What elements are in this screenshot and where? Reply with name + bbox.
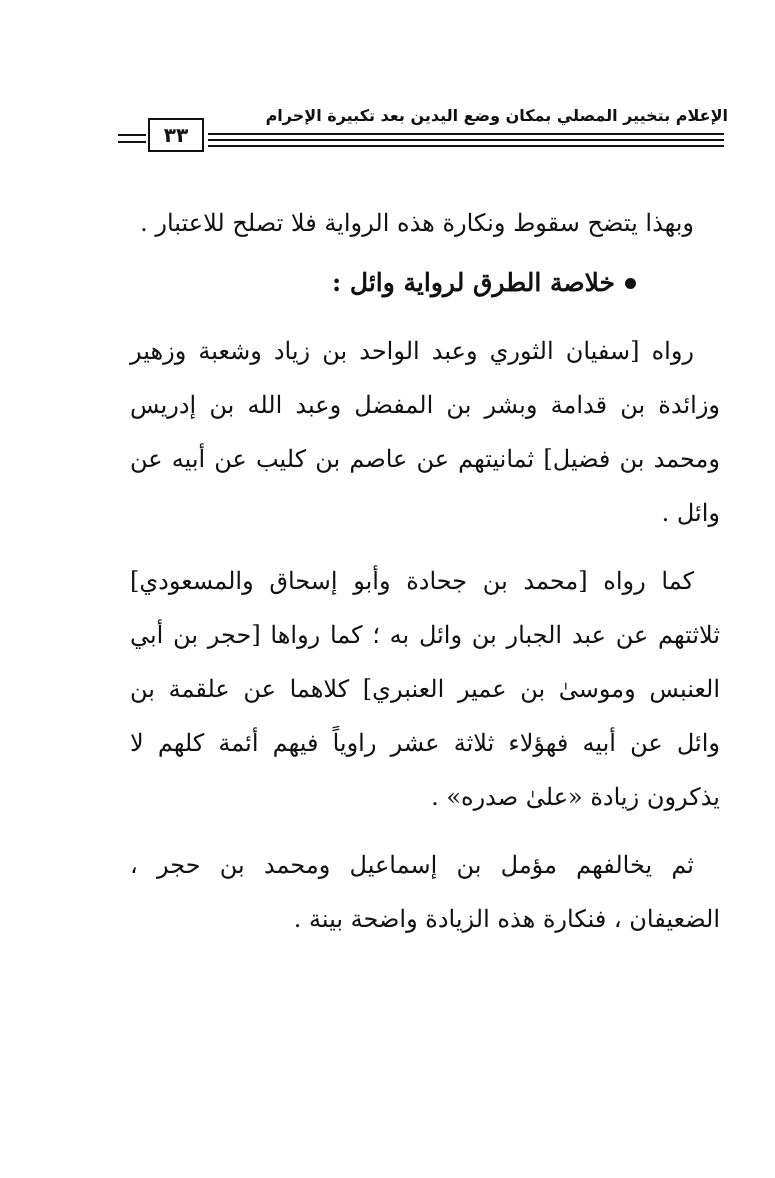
bullet-icon xyxy=(625,278,636,289)
header-rule xyxy=(208,133,724,135)
section-heading-text: خلاصة الطرق لرواية وائل : xyxy=(331,268,615,297)
section-heading xyxy=(130,256,720,310)
header-rule-left xyxy=(118,134,146,136)
header-rule xyxy=(208,139,724,141)
paragraph-2: رواه [سفيان الثوري وعبد الواحد بن زياد وشعبة وزهير وزائدة بن قدامة وبشر بن المفضل وعبد الله بن إدريس ومحمد بن فضيل] ثمانيتهم عن عاصم بن كليب عن أبيه عن وائل . xyxy=(130,337,720,527)
paragraph-4: ثم يخالفهم مؤمل بن إسماعيل ومحمد بن حجر ، الضعيفان ، فنكارة هذه الزيادة واضحة بينة . xyxy=(130,851,720,933)
page-number: ٣٣ xyxy=(148,118,204,152)
page-header xyxy=(118,104,728,156)
paragraph-3: كما رواه [محمد بن جحادة وأبو إسحاق والمسعودي] ثلاثتهم عن عبد الجبار بن وائل به ؛ كما رواها [حجر بن أبي العنبس وموسىٰ بن عمير العنبري] كلاهما عن علقمة بن وائل عن أبيه فهؤلاء ثلاثة عشر راوياً فيهم أئمة كلهم لا يذكرون زيادة «علىٰ صدره» . xyxy=(130,567,720,811)
header-rule xyxy=(208,145,724,147)
running-title: الإعلام بتخيير المصلي بمكان وضع اليدين بعد تكبيرة الإحرام xyxy=(265,106,728,125)
paragraph-1: وبهذا يتضح سقوط ونكارة هذه الرواية فلا تصلح للاعتبار . xyxy=(140,209,694,237)
page-body xyxy=(130,196,720,946)
header-rule-left xyxy=(118,141,146,143)
